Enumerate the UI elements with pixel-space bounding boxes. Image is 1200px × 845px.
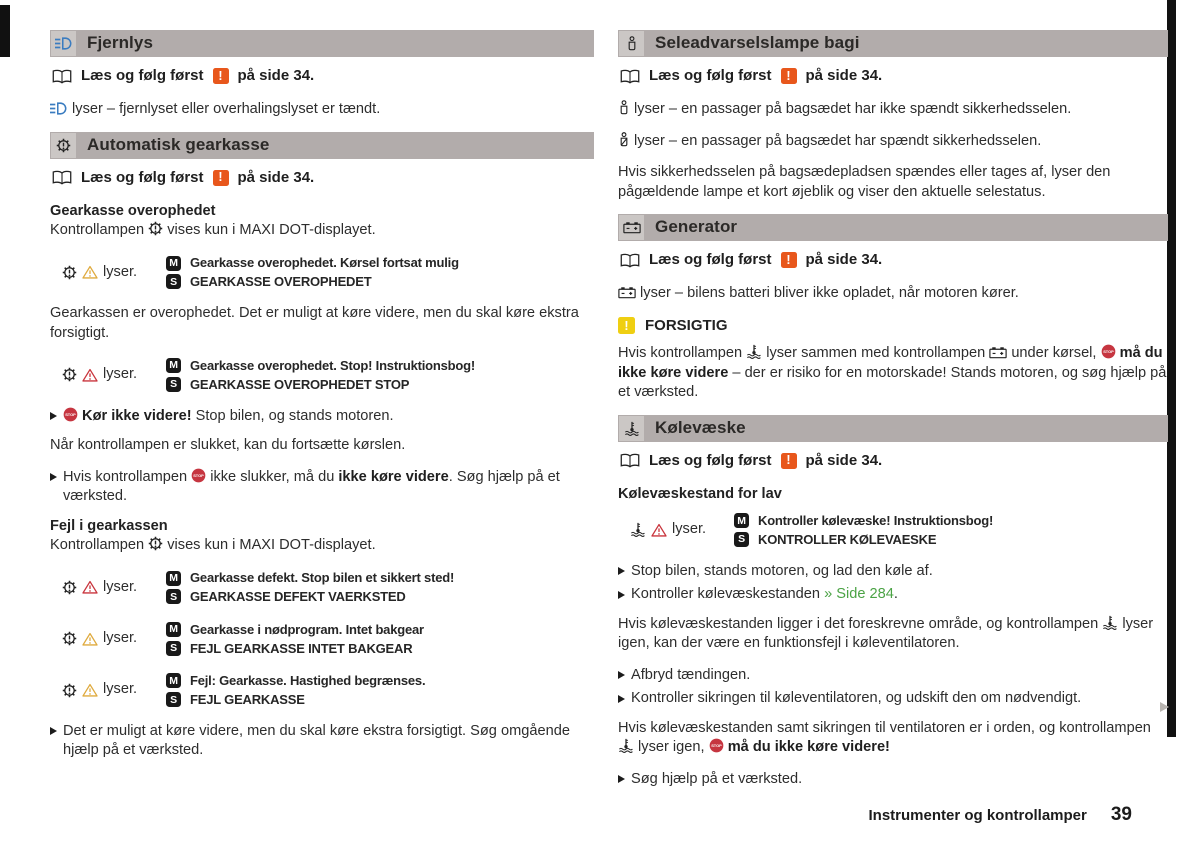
text-run: må du ikke køre videre!: [727, 739, 890, 756]
section-title: Automatisk gearkasse: [87, 134, 270, 154]
lamp-row: [50, 670, 594, 709]
text-run: lyser – en passager på bagsædet har ikke spændt sikkerhedsselen.: [630, 101, 1072, 118]
text-run: på side 34.: [805, 451, 883, 469]
reference-line: [52, 66, 594, 86]
section-header: [618, 30, 1168, 57]
paragraph: [618, 284, 1168, 304]
maxi-dot-text: Gearkasse overophedet. Stop! Instruktionsbog!: [190, 357, 475, 373]
warn-yellow-icon: [82, 683, 98, 697]
book-icon: [620, 253, 640, 268]
lamp-messages: [166, 355, 594, 394]
battery-icon: [623, 221, 641, 234]
bullet-text: [631, 666, 1168, 686]
svg-text:STOP: STOP: [710, 743, 722, 749]
lamp-label: lyser.: [103, 630, 138, 647]
segment-display-text: FEJL GEARKASSE: [190, 691, 305, 707]
maxi-dot-icon: M: [166, 622, 181, 637]
text-run: lyser sammen med kontrollampen: [762, 345, 990, 362]
segment-display-text: GEARKASSE OVEROPHEDET STOP: [190, 376, 410, 392]
section-title: Seleadvarselslampe bagi: [655, 33, 860, 53]
bullet-item: [618, 585, 1168, 605]
text-run: Afbryd tændingen.: [631, 666, 751, 683]
cross-reference-link[interactable]: » Side 284: [824, 586, 894, 603]
gearbox-warning-icon: [62, 631, 77, 646]
maxi-dot-icon: M: [734, 513, 749, 528]
text-run: ikke køre videre: [338, 468, 449, 485]
text-run: Hvis kontrollampen: [63, 468, 192, 485]
gearbox-warning-icon: [62, 367, 77, 382]
maxi-dot-message: [166, 621, 594, 638]
section-icon-chip: [619, 31, 644, 56]
stop-icon: [191, 468, 206, 483]
text-run: – der er risiko for en motorskade! Stands motoren, og søg hjælp på et værksted.: [618, 364, 1167, 401]
high-beam-icon: [55, 37, 73, 50]
section-title: Fjernlys: [87, 33, 153, 53]
text-run: Læs og følg først: [649, 451, 772, 469]
bullet-text: [63, 407, 594, 427]
paragraph: [50, 100, 594, 120]
paragraph: [50, 221, 594, 241]
maxi-dot-message: [166, 569, 594, 586]
text-run: .: [893, 586, 898, 603]
gearbox-warning-icon: [148, 221, 163, 236]
text-run: Læs og følg først: [81, 67, 204, 84]
paragraph: [618, 132, 1168, 152]
paragraph: [50, 304, 594, 343]
bullet-arrow-icon: [50, 727, 57, 735]
text-run: Det er muligt at køre videre, men du skal køre ekstra forsigtigt. Søg omgående hjælp på et værksted.: [63, 722, 570, 759]
bullet-arrow-icon: [50, 412, 57, 420]
warn-red-icon: [82, 368, 98, 382]
text-run: Kontroller kølevæskestanden: [631, 586, 825, 603]
bullet-item: [50, 407, 594, 427]
segment-display-text: FEJL GEARKASSE INTET BAKGEAR: [190, 640, 413, 656]
text-run: lyser – bilens batteri bliver ikke opladet, når motoren kører.: [636, 285, 1019, 302]
subheading: Gearkasse overophedet: [50, 202, 216, 219]
belt-unbuckled-icon: [618, 100, 630, 115]
left-column: [50, 30, 594, 765]
segment-display-message: [166, 588, 594, 605]
text-run: må du ikke køre videre: [618, 345, 1163, 381]
gearbox-warning-icon: [62, 580, 77, 595]
stop-icon: [63, 407, 78, 422]
bullet-item: [50, 468, 594, 507]
subheading: Fejl i gearkassen: [50, 517, 168, 534]
alert-yellow-icon: !: [618, 317, 635, 334]
bullet-text: [63, 468, 594, 507]
reference-line: [52, 168, 594, 188]
text-run: lyser igen, kan der være en funktionsfejl i køleventilatoren.: [618, 615, 1154, 652]
text-run: på side 34.: [805, 251, 883, 269]
maxi-dot-text: Gearkasse defekt. Stop bilen et sikkert sted!: [190, 570, 455, 586]
text-run: lyser – en passager på bagsædet har spændt sikkerhedsselen.: [630, 132, 1042, 149]
svg-text:STOP: STOP: [193, 472, 204, 478]
gearbox-warning-icon: [148, 536, 163, 551]
text-run: lyser igen,: [634, 739, 709, 756]
paragraph: [50, 536, 594, 556]
text-run: lyser – fjernlyset eller overhalingslyset er tændt.: [68, 101, 381, 118]
alert-orange-icon: !: [213, 68, 229, 84]
section: [618, 415, 1168, 790]
section-header: [50, 30, 594, 57]
belt-unbuckled-icon: [626, 36, 638, 51]
text-run: ikke slukker, må du: [206, 468, 339, 485]
lamp-row: [50, 619, 594, 658]
gearbox-warning-icon: [62, 265, 77, 280]
alert-orange-icon: !: [781, 252, 797, 268]
text-run: Hvis kølevæskestanden samt sikringen til ventilatoren er i orden, og kontrollampen: [618, 719, 1151, 736]
maxi-dot-message: [166, 357, 594, 374]
coolant-icon: [630, 522, 646, 537]
right-column: [618, 30, 1168, 794]
text-run: Kør ikke videre!: [78, 407, 192, 424]
segment-display-text: KONTROLLER KØLEVAESKE: [758, 531, 937, 547]
lamp-messages: [166, 568, 594, 607]
belt-buckled-icon: [618, 132, 630, 147]
bullet-item: [618, 689, 1168, 709]
stop-icon: [1101, 344, 1116, 359]
gearbox-warning-icon: [56, 138, 71, 153]
scan-mark-left: [0, 5, 10, 57]
text-run: Læs og følg først: [649, 251, 772, 269]
bullet-item: [50, 722, 594, 761]
maxi-dot-icon: M: [166, 256, 181, 271]
text-run: på side 34.: [237, 67, 315, 84]
bullet-text: [63, 722, 594, 761]
high-beam-icon: [50, 102, 68, 115]
text-run: Stop bilen, stands motoren, og lad den køle af.: [631, 562, 933, 579]
paragraph: [618, 615, 1168, 654]
text-run: under kørsel,: [1007, 345, 1101, 362]
text-run: Kontrollampen: [50, 222, 149, 239]
text-run: Søg hjælp på et værksted.: [631, 770, 803, 787]
text-run: Stop bilen, og stands motoren.: [191, 407, 394, 424]
footer-page-number: 39: [1110, 804, 1132, 825]
segment-display-text: GEARKASSE OVEROPHEDET: [190, 274, 372, 290]
lamp-label: lyser.: [103, 366, 138, 383]
alert-orange-icon: !: [781, 453, 797, 469]
bullet-item: [618, 562, 1168, 582]
maxi-dot-message: [166, 254, 594, 271]
section-title: Generator: [655, 217, 738, 237]
reference-line: [620, 451, 1168, 471]
book-icon: [620, 69, 640, 84]
text-run: på side 34.: [805, 67, 883, 84]
alert-orange-icon: !: [781, 68, 797, 84]
segment-display-text: GEARKASSE DEFEKT VAERKSTED: [190, 589, 406, 605]
gearbox-warning-icon: [62, 683, 77, 698]
lamp-messages: [734, 510, 1168, 549]
lamp-label: lyser.: [103, 578, 138, 595]
reference-line: [620, 250, 1168, 270]
bullet-arrow-icon: [618, 775, 625, 783]
section: [50, 132, 594, 761]
lamp-messages: [166, 253, 594, 292]
warn-yellow-icon: [82, 265, 98, 279]
paragraph: [618, 163, 1168, 202]
section-header: [618, 214, 1168, 241]
lamp-row: [618, 510, 1168, 549]
lamp-messages: [166, 670, 594, 709]
segment-display-icon: S: [734, 532, 749, 547]
book-icon: [620, 453, 640, 468]
bullet-arrow-icon: [618, 695, 625, 703]
bullet-item: [618, 666, 1168, 686]
book-icon: [52, 170, 72, 185]
segment-display-message: [734, 531, 1168, 548]
warn-yellow-icon: [82, 632, 98, 646]
lamp-label: lyser.: [672, 521, 707, 538]
scan-mark-right: [1167, 0, 1176, 737]
text-run: Læs og følg først: [81, 168, 204, 186]
lamp-label: lyser.: [103, 263, 138, 280]
book-icon: [52, 69, 72, 84]
lamp-row: [50, 568, 594, 607]
text-run: Kontrollampen: [50, 537, 149, 554]
maxi-dot-text: Kontroller kølevæske! Instruktionsbog!: [758, 512, 994, 528]
section: [618, 30, 1168, 202]
warn-red-icon: [82, 580, 98, 594]
text-run: Hvis sikkerhedsselen på bagsædepladsen spændes eller tages af, lyser den pågældende lampe et kort øjeblik og viser den aktuelle selestatus.: [618, 164, 1111, 200]
lamp-indicator: [50, 578, 166, 598]
text-run: vises kun i MAXI DOT-displayet.: [163, 537, 376, 554]
reference-line: [620, 66, 1168, 86]
svg-text:STOP: STOP: [1102, 349, 1114, 355]
section-title: Kølevæske: [655, 417, 746, 437]
section: [50, 30, 594, 120]
warn-red-icon: [651, 523, 667, 537]
caution-box: [618, 316, 1168, 403]
battery-icon: [618, 286, 636, 299]
coolant-icon: [746, 344, 762, 359]
section-icon-chip: [619, 215, 644, 240]
maxi-dot-message: [734, 512, 1168, 529]
lamp-row: [50, 355, 594, 394]
text-run: Hvis kontrollampen: [618, 345, 747, 362]
maxi-dot-icon: M: [166, 673, 181, 688]
bullet-text: [631, 585, 1168, 605]
battery-icon: [989, 346, 1007, 359]
lamp-indicator: [50, 629, 166, 649]
bullet-item: [618, 770, 1168, 790]
maxi-dot-text: Gearkasse overophedet. Kørsel fortsat mulig: [190, 255, 459, 271]
lamp-messages: [166, 619, 594, 658]
segment-display-message: [166, 640, 594, 657]
page-footer: [868, 804, 1132, 826]
maxi-dot-icon: M: [166, 358, 181, 373]
bullet-arrow-icon: [50, 473, 57, 481]
text-run: på side 34.: [237, 168, 315, 186]
coolant-icon: [1102, 615, 1118, 630]
text-run: vises kun i MAXI DOT-displayet.: [163, 222, 376, 239]
section-icon-chip: [619, 416, 644, 441]
bullet-arrow-icon: [618, 671, 625, 679]
alert-orange-icon: !: [213, 170, 229, 186]
bullet-text: [631, 689, 1168, 709]
continue-arrow-icon: [1160, 702, 1169, 712]
caution-title: [618, 316, 1168, 336]
maxi-dot-message: [166, 672, 594, 689]
caution-text: [618, 344, 1168, 403]
paragraph: [618, 100, 1168, 120]
segment-display-message: [166, 273, 594, 290]
text-run: Når kontrollampen er slukket, kan du fortsætte kørslen.: [50, 437, 406, 454]
bullet-arrow-icon: [618, 567, 625, 575]
paragraph: [50, 436, 594, 456]
bullet-text: [631, 562, 1168, 582]
lamp-row: [50, 253, 594, 292]
lamp-indicator: [50, 680, 166, 700]
text-run: Gearkassen er overophedet. Det er muligt at køre videre, men du skal køre ekstra forsigtigt.: [50, 305, 579, 341]
section: [618, 214, 1168, 402]
section-icon-chip: [51, 31, 76, 56]
bullet-arrow-icon: [618, 591, 625, 599]
coolant-icon: [618, 738, 634, 753]
section-icon-chip: [51, 133, 76, 158]
segment-display-icon: S: [166, 589, 181, 604]
segment-display-icon: S: [166, 692, 181, 707]
caution-title-text: FORSIGTIG: [645, 316, 728, 334]
text-run: Kontroller sikringen til køleventilatoren, og udskift den om nødvendigt.: [631, 690, 1082, 707]
lamp-label: lyser.: [103, 681, 138, 698]
text-run: . Søg hjælp på et værksted.: [63, 468, 560, 505]
stop-icon: [709, 738, 724, 753]
segment-display-icon: S: [166, 274, 181, 289]
section-header: [50, 132, 594, 159]
lamp-indicator: [618, 520, 734, 540]
bullet-text: [631, 770, 1168, 790]
segment-display-icon: S: [166, 641, 181, 656]
paragraph: [618, 719, 1168, 758]
maxi-dot-icon: M: [166, 571, 181, 586]
segment-display-message: [166, 691, 594, 708]
maxi-dot-text: Gearkasse i nødprogram. Intet bakgear: [190, 621, 424, 637]
segment-display-icon: S: [166, 377, 181, 392]
maxi-dot-text: Fejl: Gearkasse. Hastighed begrænses.: [190, 672, 426, 688]
subheading: Kølevæskestand for lav: [618, 485, 782, 502]
lamp-indicator: [50, 365, 166, 385]
coolant-icon: [624, 421, 640, 436]
text-run: Hvis kølevæskestanden ligger i det foreskrevne område, og kontrollampen: [618, 615, 1103, 632]
svg-text:STOP: STOP: [65, 411, 76, 417]
segment-display-message: [166, 376, 594, 393]
footer-chapter: Instrumenter og kontrollamper: [868, 807, 1087, 824]
section-header: [618, 415, 1168, 442]
lamp-indicator: [50, 263, 166, 283]
text-run: Læs og følg først: [649, 67, 772, 84]
